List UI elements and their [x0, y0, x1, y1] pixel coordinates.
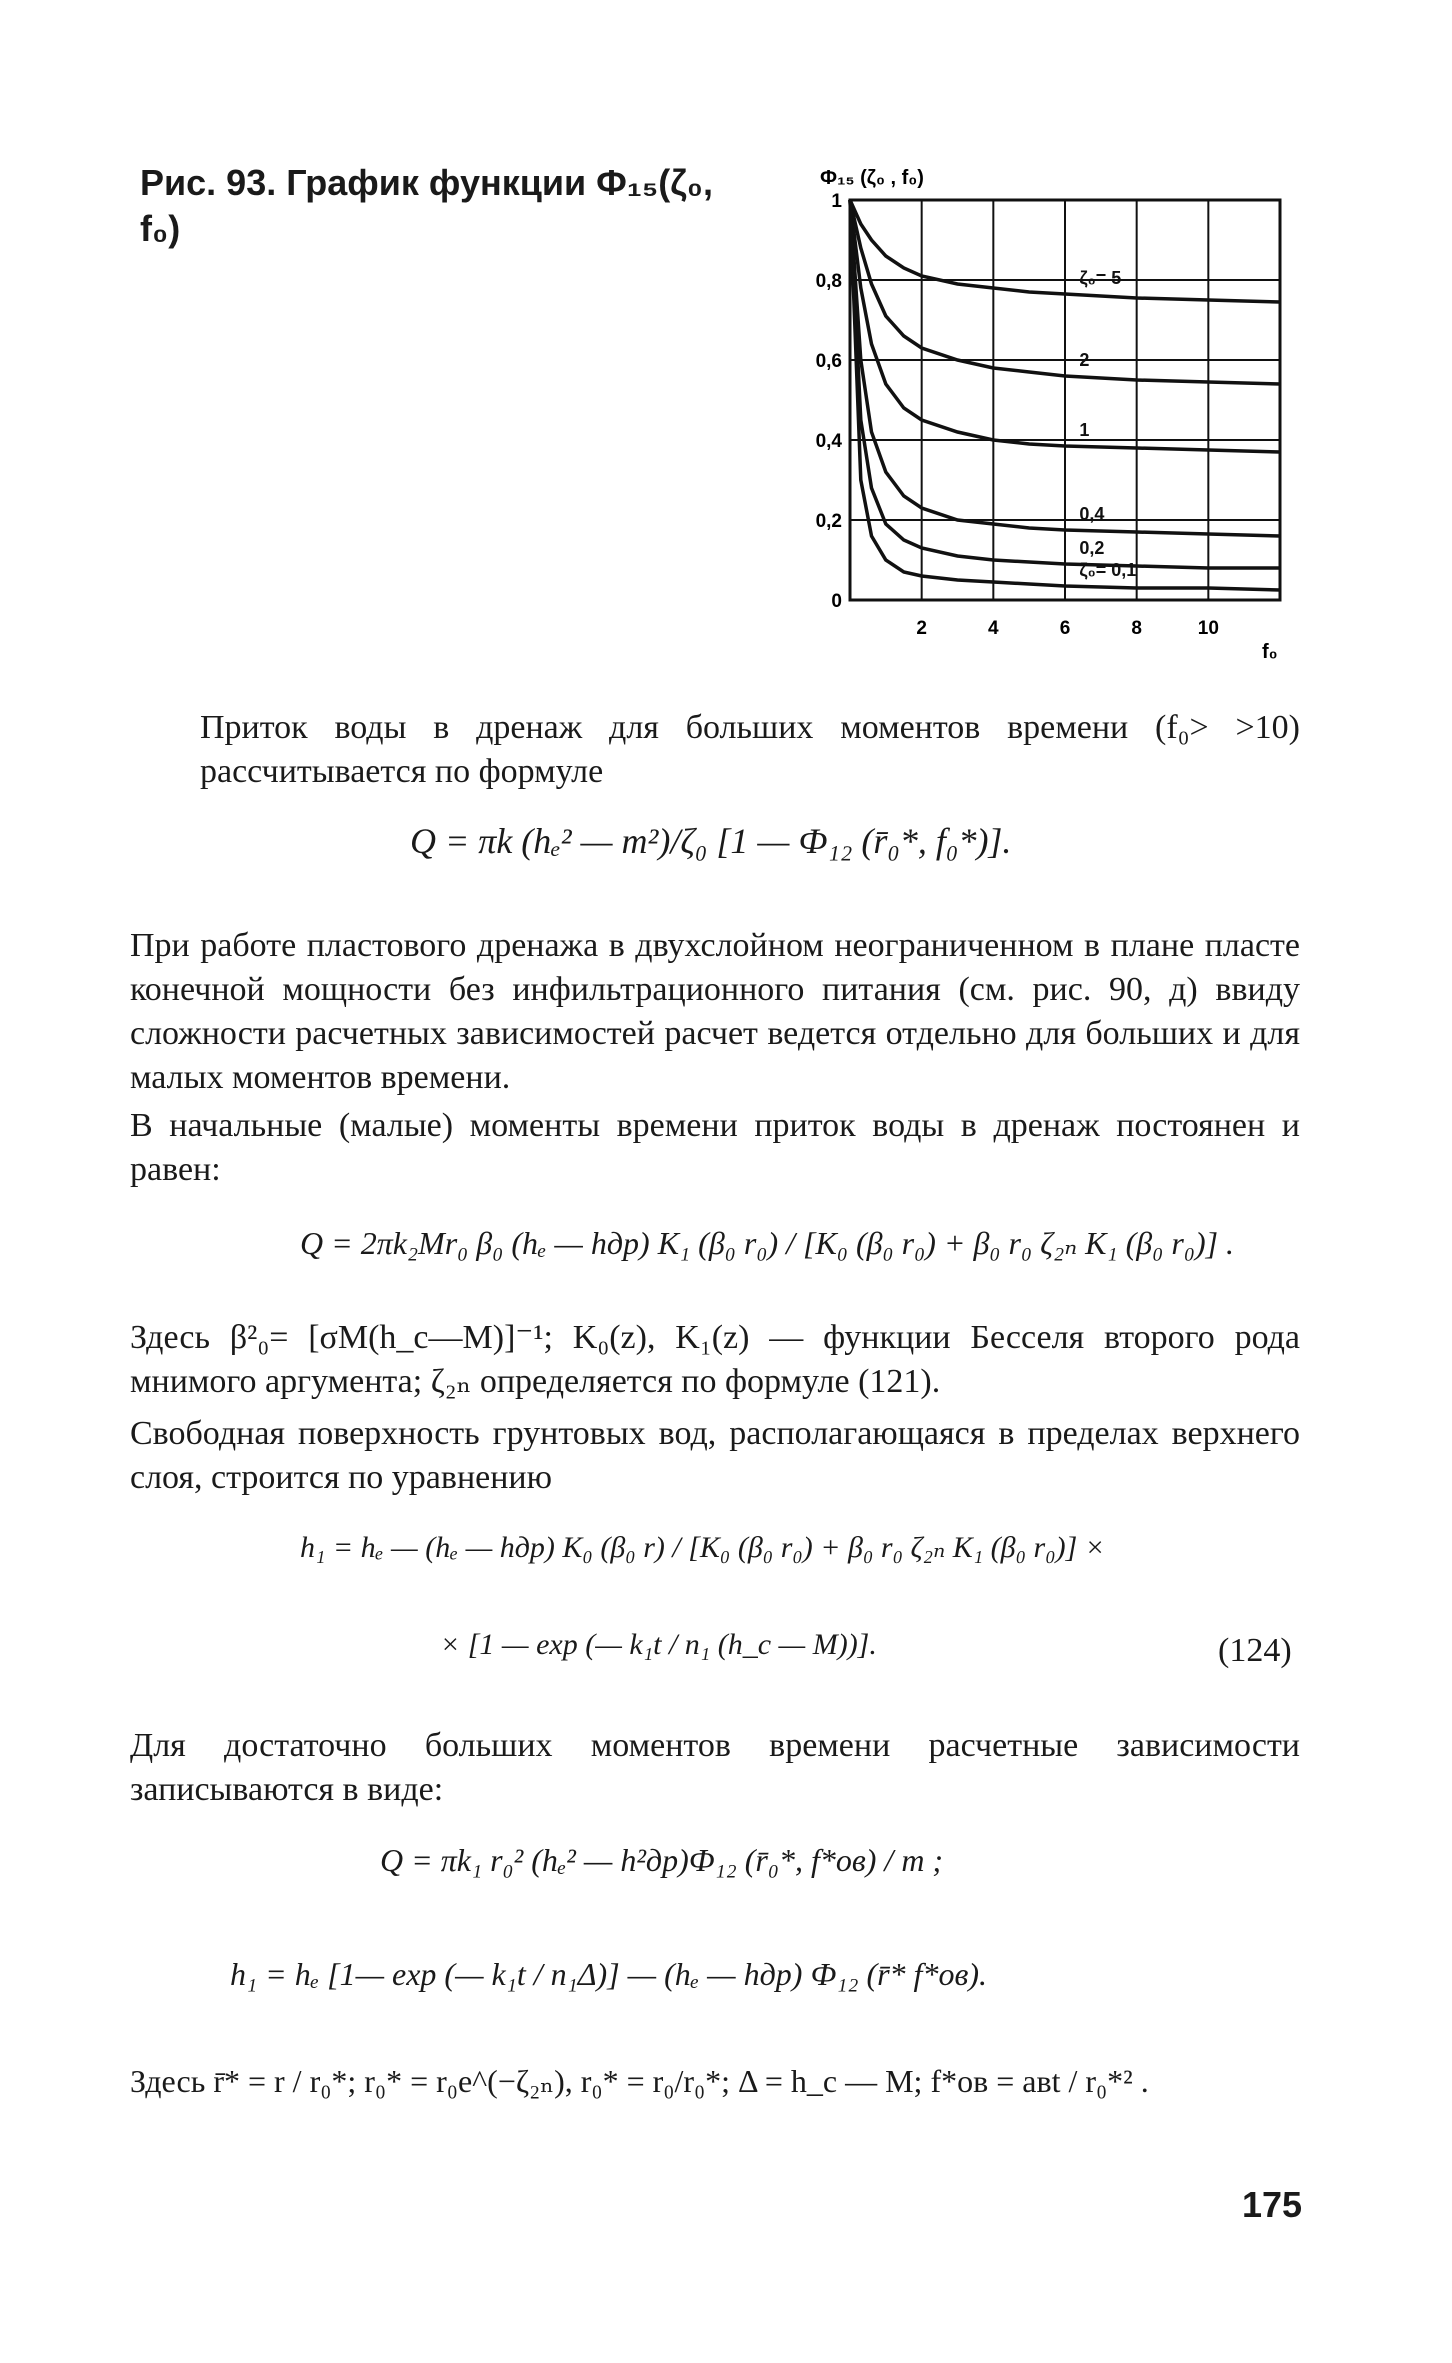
y-tick-label: 0	[831, 591, 842, 612]
x-axis-label: f₀	[1262, 641, 1278, 663]
page-number: 175	[1242, 2184, 1303, 2225]
series-label: 1	[1079, 420, 1090, 440]
series-label: 0,4	[1079, 504, 1105, 524]
series-label: ζ₀= 5	[1079, 268, 1122, 288]
y-tick-label: 1	[831, 191, 842, 212]
paragraph-3: В начальные (малые) моменты времени приток воды в дренаж постоянен и равен:	[130, 1107, 1300, 1188]
chart-grid	[850, 200, 1280, 600]
paragraph-6: Для достаточно больших моментов времени расчетные зависимости записываются в виде:	[130, 1727, 1300, 1808]
x-tick-label: 4	[988, 618, 999, 639]
formula-3b: × [1 — exp (— k₁t / n₁ (h_c — M))].	[440, 1628, 877, 1661]
formula-3a: h₁ = hₑ — (hₑ — hдр) K₀ (β₀ r) / [K₀ (β₀ r₀) + β₀ r₀ ζ₂ₙ K₁ (β₀ r₀)] ×	[300, 1531, 1106, 1564]
chart-ticks	[816, 191, 1219, 639]
paragraph-4: Здесь β²₀= [σM(h_c—M)]⁻¹; K₀(z), K₁(z) — функции Бесселя второго рода мнимого аргумента; ζ₂ₙ определяется по формуле (121).	[130, 1319, 1300, 1400]
y-tick-label: 0,2	[815, 511, 842, 532]
paragraph-5: Свободная поверхность грунтовых вод, располагающаяся в пределах верхнего слоя, строится по уравнению	[130, 1415, 1300, 1496]
formula-6: Здесь r̄* = r / r₀*; r₀* = r₀e^(−ζ₂ₙ), r₀* = r₀/r₀*; Δ = h_c — M; f*ов = aвt / r₀*² .	[130, 2063, 1149, 2099]
x-tick-label: 2	[916, 618, 927, 639]
y-tick-label: 0,4	[815, 431, 842, 452]
chart	[780, 160, 1300, 680]
series-label: 2	[1079, 350, 1090, 370]
chart-series-labels	[1079, 268, 1136, 581]
y-tick-label: 0,8	[815, 271, 842, 292]
paragraph-1: Приток воды в дренаж для больших моментов времени (f₀> >10) рассчитывается по формуле	[200, 709, 1300, 790]
x-tick-label: 6	[1059, 618, 1071, 639]
formula-2: Q = 2πk₂Mr₀ β₀ (hₑ — hдр) K₁ (β₀ r₀) / [K₀ (β₀ r₀) + β₀ r₀ ζ₂ₙ K₁ (β₀ r₀)] .	[300, 1225, 1235, 1261]
x-tick-label: 10	[1197, 618, 1219, 639]
y-tick-label: 0,6	[815, 351, 842, 372]
formula-1: Q = πk (hₑ² — m²)/ζ₀ [1 — Ф₁₂ (r̄₀*, f₀*)].	[410, 821, 1012, 861]
series-label: ζ₀= 0,1	[1079, 560, 1137, 580]
figure-caption: Рис. 93. График функции Ф₁₅(ζ₀, f₀)	[140, 162, 714, 249]
series-label: 0,2	[1079, 538, 1105, 558]
x-tick-label: 8	[1131, 618, 1142, 639]
equation-number: (124)	[1218, 1632, 1292, 1669]
formula-4: Q = πk₁ r₀² (hₑ² — h²др)Ф₁₂ (r̄₀*, f*ов) / m ;	[380, 1842, 944, 1878]
paragraph-2: При работе пластового дренажа в двухслойном неограниченном в плане пласте конечной мощности без инфильтрационного питания (см. рис. 90, д) ввиду сложности расчетных зависимостей расчет ведется отдельно для больших и для малых моментов времени.	[130, 927, 1300, 1096]
y-axis-label: Ф₁₅ (ζ₀ , f₀)	[820, 167, 924, 189]
formula-5: h₁ = hₑ [1— exp (— k₁t / n₁Δ)] — (hₑ — hдр) Ф₁₂ (r̄* f*ов).	[230, 1956, 987, 1992]
